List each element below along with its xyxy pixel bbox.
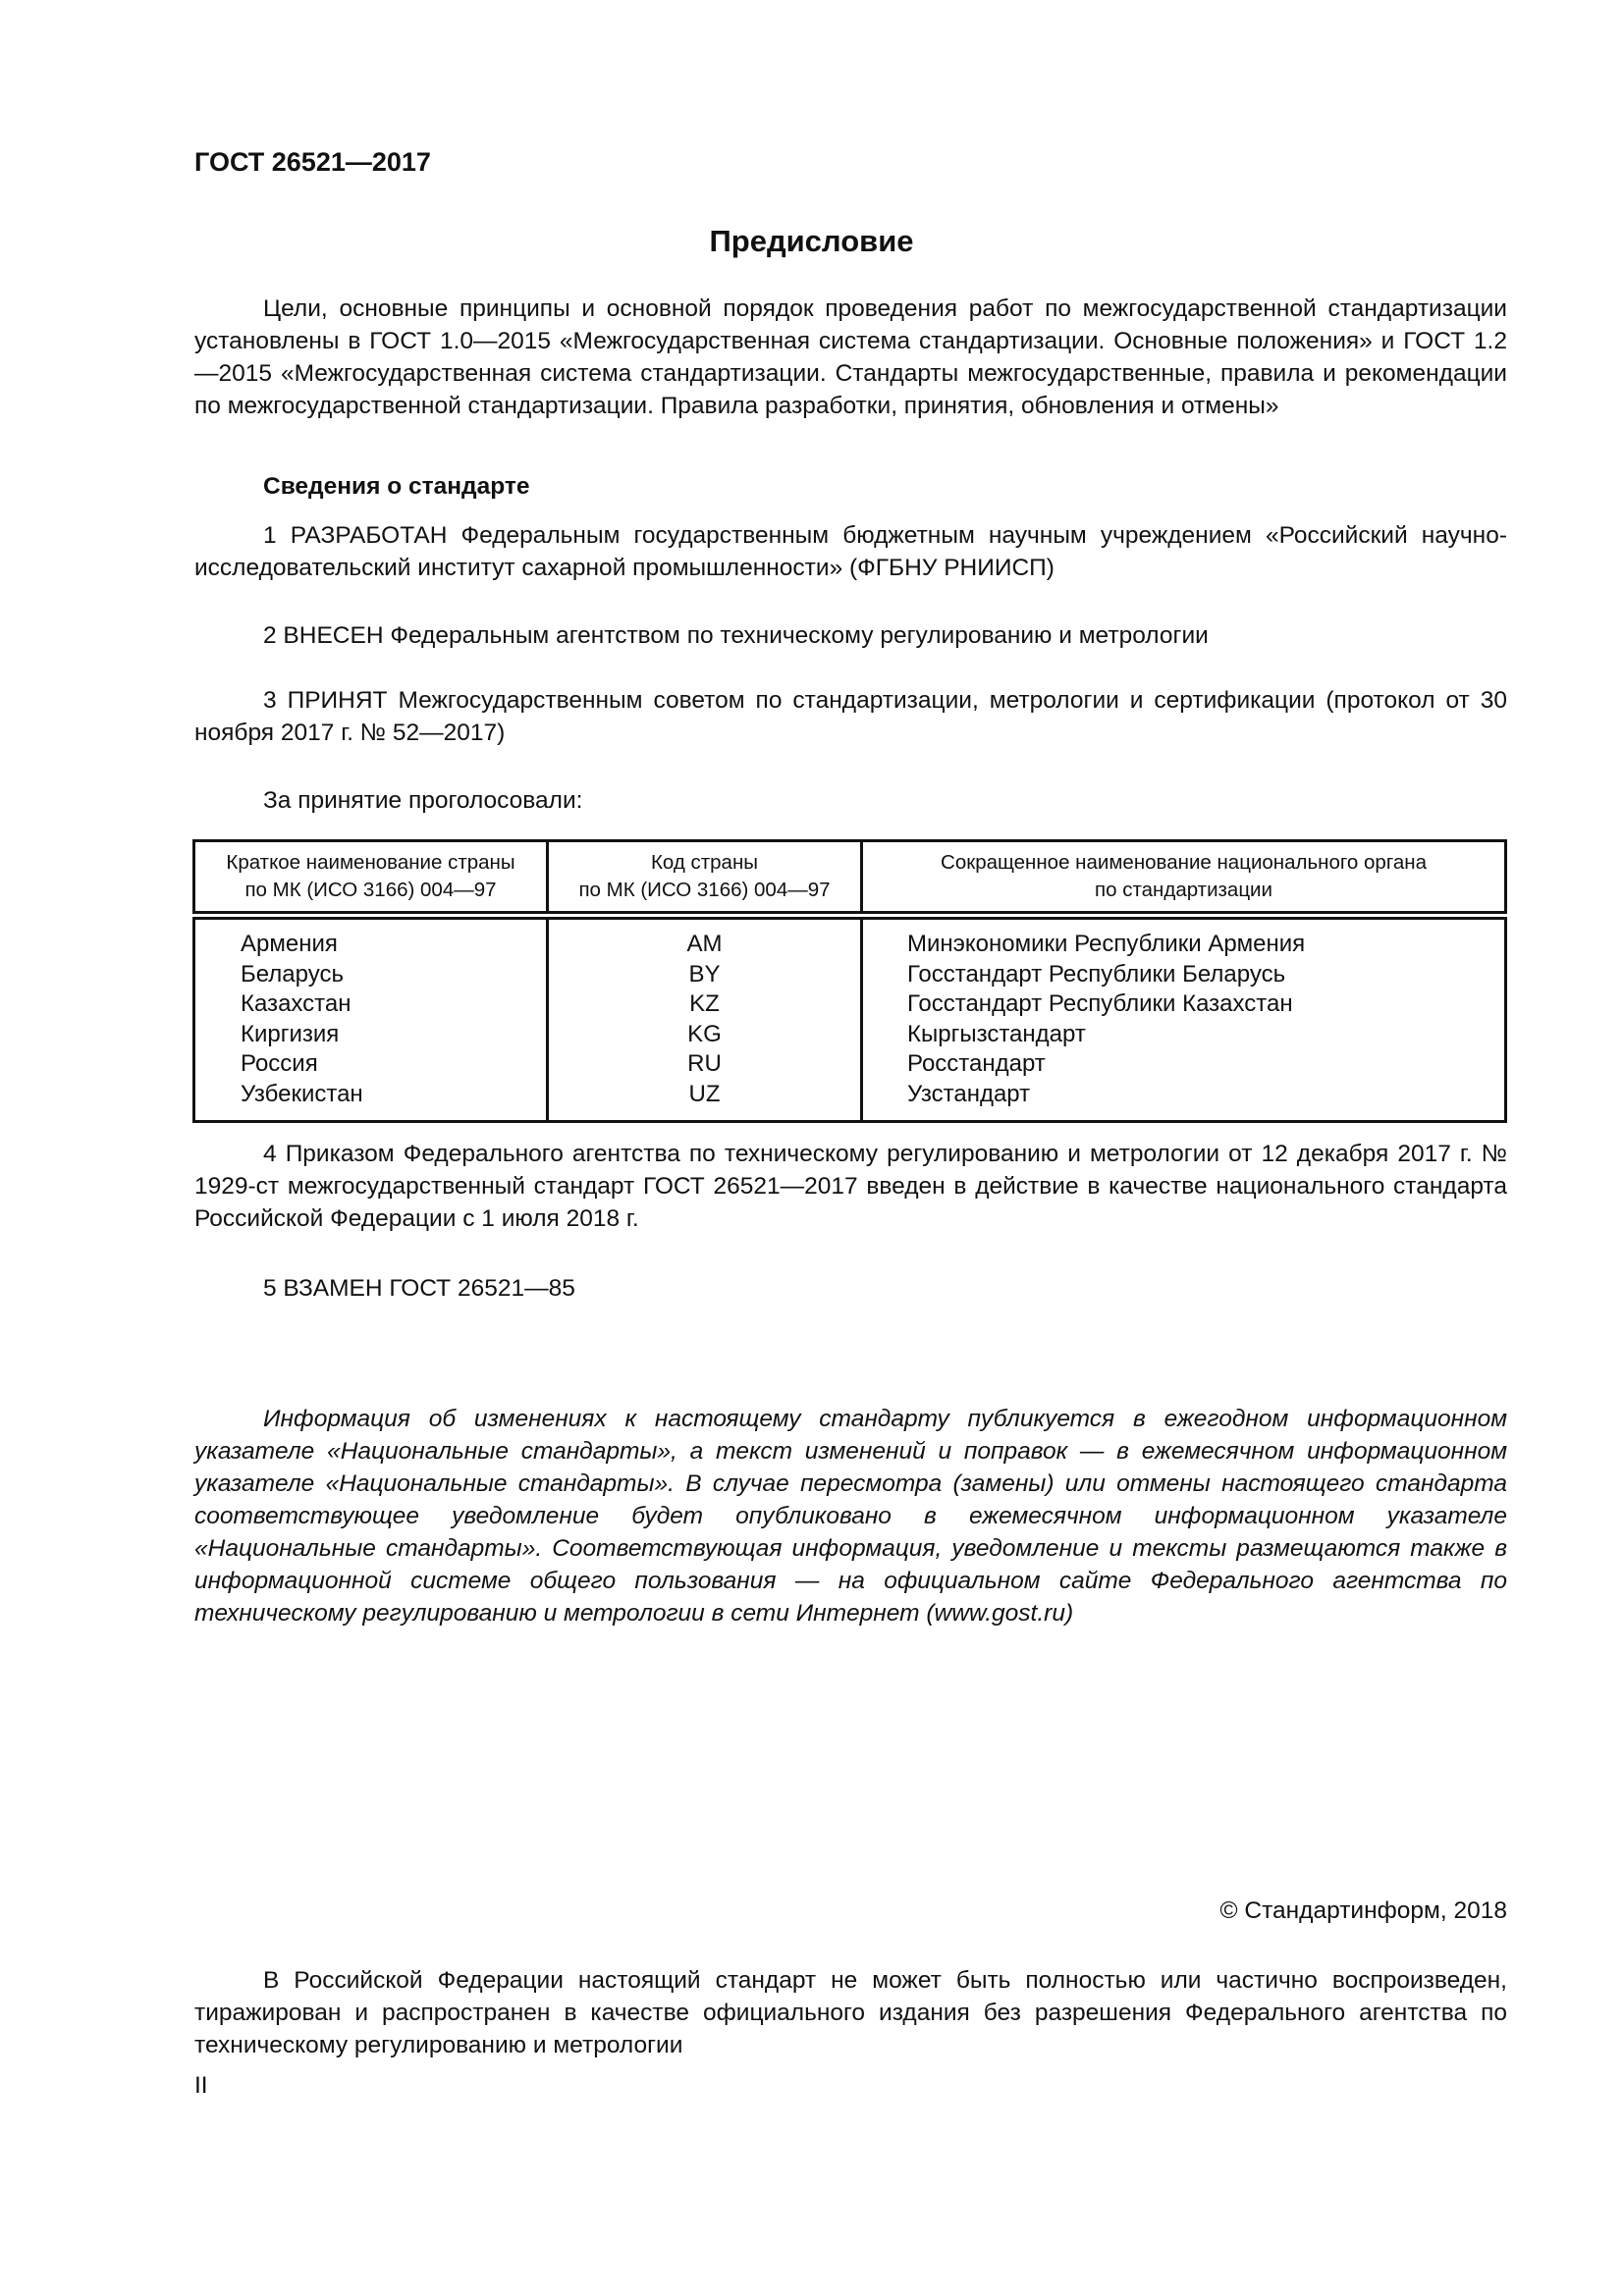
table-cell-code: AM: [686, 931, 723, 957]
table-cell-country: Армения: [241, 931, 338, 957]
vote-intro: За принятие проголосовали:: [263, 787, 583, 814]
info-item-submitted: 2 ВНЕСЕН Федеральным агентством по техническому регулированию и метрологии: [263, 622, 1209, 649]
table-header-row: [194, 841, 1506, 916]
table-cell-body: Кыргызстандарт: [907, 1020, 1086, 1047]
section-heading-standard-info: Сведения о стандарте: [263, 473, 530, 500]
changes-notice: Информация об изменениях к настоящему стандарту публикуется в ежегодном информационном указателе «Национальные стандарты», а текст изменений и поправок — в ежемесячном информационном указателе «Национальные стандарты». В случае пересмотра (замены) или отмены настоящего стандарта соответствующее уведомление будет опубликовано в ежемесячном информационном указателе «Национальные стандарты». Соответствующая информация, уведомление и тексты размещаются также в информационной системе общего пользования — на официальном сайте Федерального агентства по техническому регулированию и метрологии в сети Интернет (www.gost.ru): [194, 1406, 1507, 1627]
column-header-national-body: Сокращенное наименование национального органа по стандартизации: [862, 841, 1506, 916]
document-code: ГОСТ 26521—2017: [194, 147, 431, 177]
table-cell-body: Госстандарт Республики Беларусь: [907, 960, 1286, 988]
code-column: [548, 916, 862, 1122]
table-cell-body: Узстандарт: [907, 1080, 1031, 1107]
column-header-code: Код страны по МК (ИСО 3166) 004—97: [548, 841, 862, 916]
table-cell-country: Беларусь: [241, 960, 344, 988]
page-title: Предисловие: [709, 224, 914, 258]
table-cell-country: Узбекистан: [241, 1080, 363, 1107]
table-body-row: [194, 916, 1506, 1122]
info-item-adopted: 3 ПРИНЯТ Межгосударственным советом по стандартизации, метрологии и сертификации (протокол от 30 ноября 2017 г. № 52—2017): [194, 687, 1507, 746]
copyright: © Стандартинформ, 2018: [1219, 1897, 1507, 1924]
table-cell-code: RU: [687, 1050, 722, 1078]
table-cell-code: KG: [687, 1020, 722, 1047]
table-cell-code: BY: [688, 960, 721, 988]
info-item-replaces: 5 ВЗАМЕН ГОСТ 26521—85: [263, 1275, 575, 1302]
table-cell-country: Казахстан: [241, 990, 352, 1018]
table-cell-country: Киргизия: [241, 1020, 340, 1047]
table-cell-country: Россия: [241, 1050, 318, 1078]
table-cell-body: Госстандарт Республики Казахстан: [907, 990, 1293, 1018]
intro-paragraph: Цели, основные принципы и основной порядок проведения работ по межгосударственной стандартизации установлены в ГОСТ 1.0—2015 «Межгосударственная система стандартизации. Основные положения» и ГОСТ 1.2—2015 «Межгосударственная система стандартизации. Стандарты межгосударственные, правила и рекомендации по межгосударственной стандартизации. Правила разработки, принятия, обновления и отмены»: [194, 295, 1507, 419]
column-header-country: Краткое наименование страны по МК (ИСО 3166) 004—97: [194, 841, 548, 916]
info-item-developed: 1 РАЗРАБОТАН Федеральным государственным бюджетным научным учреждением «Российский научно-исследовательский институт сахарной промышленности» (ФГБНУ РНИИСП): [194, 522, 1507, 581]
table-cell-body: Росстандарт: [907, 1050, 1046, 1078]
info-item-enacted: 4 Приказом Федерального агентства по техническому регулированию и метрологии от 12 декабря 2017 г. № 1929-ст межгосударственный стандарт ГОСТ 26521—2017 введен в действие в качестве национального стандарта Российской Федерации с 1 июля 2018 г.: [194, 1141, 1507, 1232]
national-body-column: [862, 916, 1506, 1122]
page-number: II: [194, 2072, 208, 2099]
table-cell-code: KZ: [689, 990, 720, 1018]
reproduction-notice: В Российской Федерации настоящий стандарт не может быть полностью или частично воспроизведен, тиражирован и распространен в качестве официального издания без разрешения Федерального агентства по техническому регулированию и метрологии: [194, 1967, 1507, 2058]
votes-table: [192, 839, 1507, 1123]
country-column: [194, 916, 548, 1122]
table-cell-body: Минэкономики Республики Армения: [907, 931, 1306, 957]
table-cell-code: UZ: [688, 1080, 721, 1107]
